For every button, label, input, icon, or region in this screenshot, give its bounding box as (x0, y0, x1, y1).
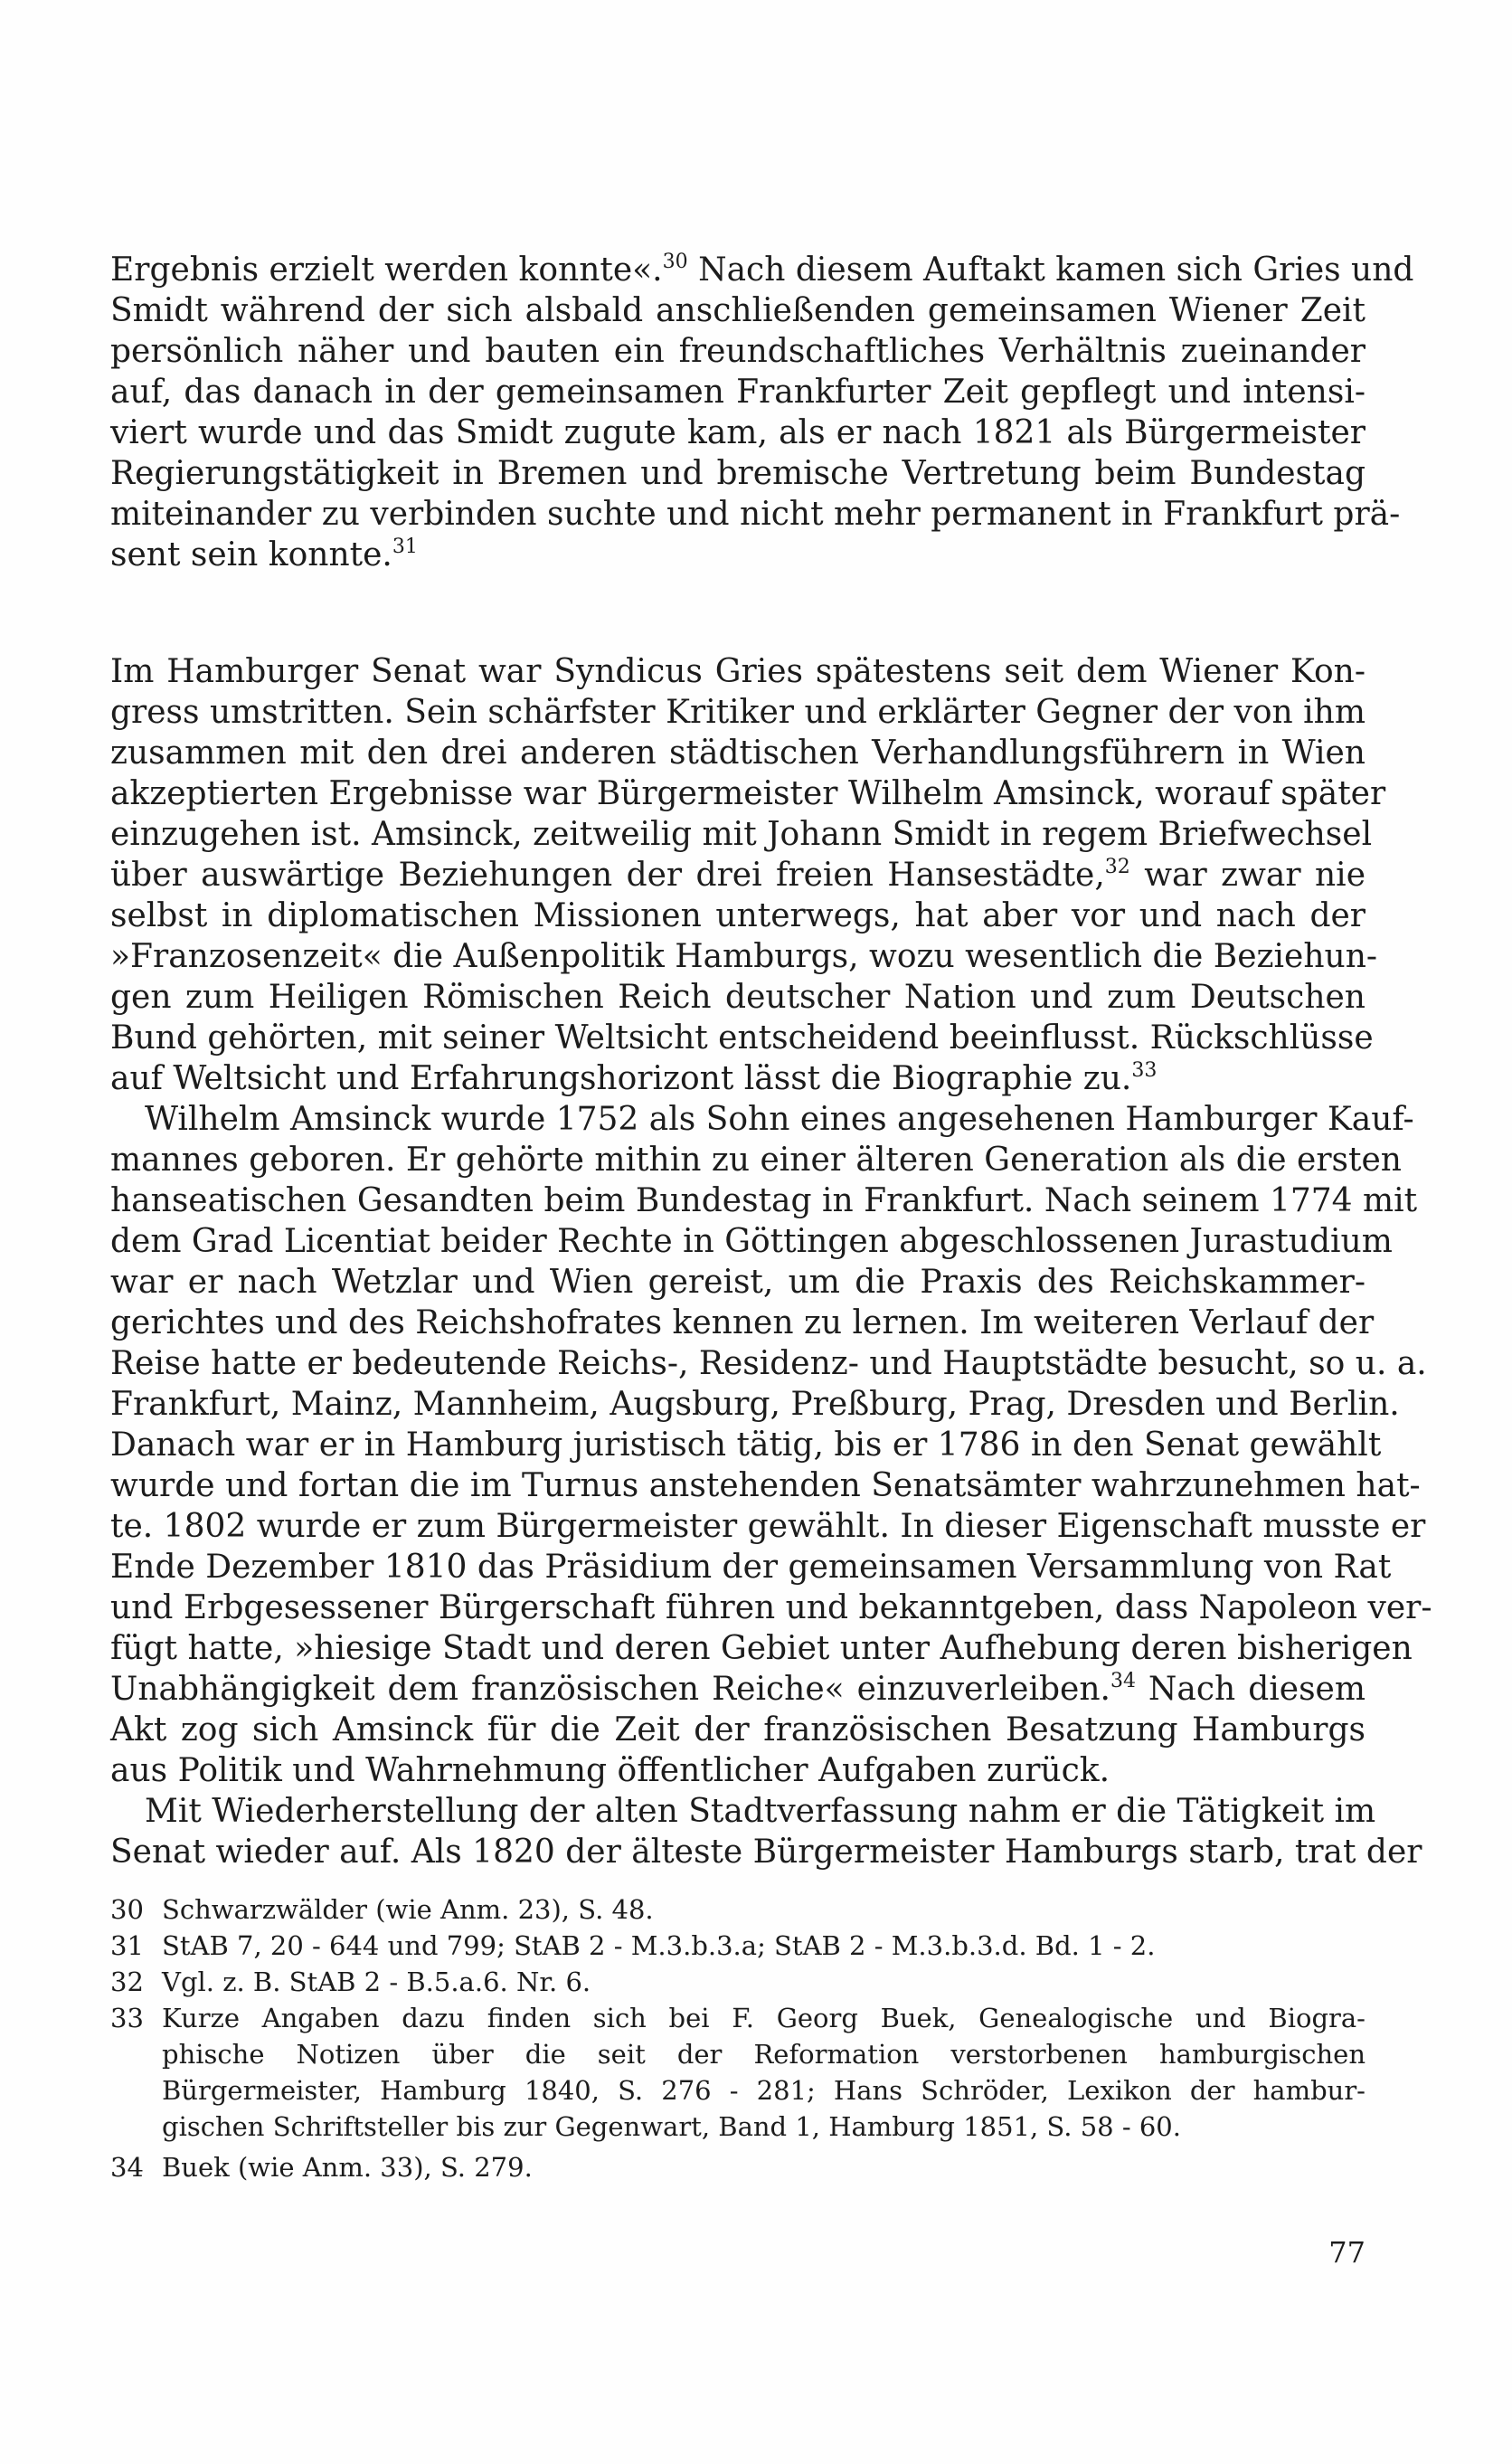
body-line: Ende Dezember 1810 das Präsidium der gemeinsamen Versammlung von Rat (110, 1549, 1392, 1586)
footnote-number: 30 (110, 1894, 144, 1925)
body-line: dem Grad Licentiat beider Rechte in Göttingen abgeschlossenen Jurastudium (110, 1223, 1393, 1260)
body-line: Regierungstätigkeit in Bremen und bremische Vertretung beim Bundestag (110, 455, 1366, 492)
body-line: Im Hamburger Senat war Syndicus Gries spätestens seit dem Wiener Kon- (110, 653, 1366, 690)
body-line: über auswärtige Beziehungen der drei freien Hansestädte,$^{32}$ war zwar nie (110, 856, 1366, 894)
body-line: »Franzosenzeit« die Außenpolitik Hamburgs, wozu wesentlich die Beziehun- (110, 938, 1378, 975)
footnote-number: 34 (110, 2152, 144, 2183)
body-line: Ergebnis erzielt werden konnte«.$^{30}$ Nach diesem Auftakt kamen sich Gries und (110, 251, 1414, 289)
body-line: hanseatischen Gesandten beim Bundestag in Frankfurt. Nach seinem 1774 mit (110, 1182, 1418, 1219)
page-number: 77 (1328, 2235, 1366, 2270)
footnote-ref-30[interactable]: 30 (662, 251, 688, 273)
body-line: Akt zog sich Amsinck für die Zeit der französischen Besatzung Hamburgs (110, 1711, 1366, 1748)
body-line: war er nach Wetzlar und Wien gereist, um die Praxis des Reichskammer- (110, 1264, 1366, 1301)
footnote-number: 31 (110, 1930, 144, 1961)
body-line: und Erbgesessener Bürgerschaft führen und bekanntgeben, dass Napoleon ver- (110, 1589, 1432, 1626)
body-line: te. 1802 wurde er zum Bürgermeister gewählt. In dieser Eigenschaft musste er (110, 1508, 1426, 1545)
body-line: zusammen mit den drei anderen städtischen Verhandlungsführern in Wien (110, 734, 1366, 772)
footnote-text: gischen Schriftsteller bis zur Gegenwart, Band 1, Hamburg 1851, S. 58 - 60. (162, 2111, 1181, 2142)
footnote-text: Bürgermeister, Hamburg 1840, S. 276 - 281; Hans Schröder, Lexikon der hambur- (162, 2075, 1366, 2106)
footnote-ref-34[interactable]: 34 (1110, 1670, 1136, 1692)
footnote-text: Buek (wie Anm. 33), S. 279. (162, 2152, 533, 2183)
body-line: Unabhängigkeit dem französischen Reiche« einzuverleiben.$^{34}$ Nach diesem (110, 1670, 1366, 1708)
body-line: miteinander zu verbinden suchte und nicht mehr permanent in Frankfurt prä- (110, 496, 1401, 533)
body-line: auf, das danach in der gemeinsamen Frankfurter Zeit gepflegt und intensi- (110, 374, 1366, 411)
body-line: persönlich näher und bauten ein freundschaftliches Verhältnis zueinander (110, 333, 1366, 370)
body-line: Danach war er in Hamburg juristisch tätig, bis er 1786 in den Senat gewählt (110, 1426, 1382, 1464)
body-line: Smidt während der sich alsbald anschließenden gemeinsamen Wiener Zeit (110, 292, 1366, 329)
body-line: Frankfurt, Mainz, Mannheim, Augsburg, Preßburg, Prag, Dresden und Berlin. (110, 1386, 1400, 1423)
body-line: Reise hatte er bedeutende Reichs-, Residenz- und Hauptstädte besucht, so u. a. (110, 1345, 1427, 1382)
body-line: akzeptierten Ergebnisse war Bürgermeister Wilhelm Amsinck, worauf später (110, 775, 1386, 812)
body-line: Senat wieder auf. Als 1820 der älteste Bürgermeister Hamburgs starb, trat der (110, 1834, 1422, 1871)
footnote-number: 32 (110, 1966, 144, 1997)
body-line: Bund gehörten, mit seiner Weltsicht entscheidend beeinflusst. Rückschlüsse (110, 1019, 1374, 1057)
body-line: auf Weltsicht und Erfahrungshorizont lässt die Biographie zu.$^{33}$ (110, 1059, 1158, 1097)
body-line: selbst in diplomatischen Missionen unterwegs, hat aber vor und nach der (110, 897, 1366, 934)
footnote-text: Schwarzwälder (wie Anm. 23), S. 48. (162, 1894, 654, 1925)
footnote-ref-31[interactable]: 31 (392, 535, 418, 558)
body-line: einzugehen ist. Amsinck, zeitweilig mit Johann Smidt in regem Briefwechsel (110, 816, 1373, 853)
body-line: gerichtes und des Reichshofrates kennen zu lernen. Im weiteren Verlauf der (110, 1304, 1375, 1341)
body-line: gen zum Heiligen Römischen Reich deutscher Nation und zum Deutschen (110, 979, 1366, 1016)
body-line: Wilhelm Amsinck wurde 1752 als Sohn eines angesehenen Hamburger Kauf- (145, 1101, 1414, 1138)
body-line: fügt hatte, »hiesige Stadt und deren Gebiet unter Aufhebung deren bisherigen (110, 1630, 1413, 1667)
body-line: wurde und fortan die im Turnus anstehenden Senatsämter wahrzunehmen hat- (110, 1467, 1421, 1504)
footnote-ref-32[interactable]: 32 (1104, 856, 1130, 878)
footnote-text: Vgl. z. B. StAB 2 - B.5.a.6. Nr. 6. (162, 1966, 591, 1997)
body-line: Mit Wiederherstellung der alten Stadtverfassung nahm er die Tätigkeit im (145, 1793, 1376, 1830)
body-line: viert wurde und das Smidt zugute kam, als er nach 1821 als Bürgermeister (110, 414, 1366, 451)
footnote-text: StAB 7, 20 - 644 und 799; StAB 2 - M.3.b.3.a; StAB 2 - M.3.b.3.d. Bd. 1 - 2. (162, 1930, 1156, 1961)
footnote-number: 33 (110, 2003, 144, 2033)
body-line: gress umstritten. Sein schärfster Kritiker und erklärter Gegner der von ihm (110, 694, 1366, 731)
footnote-text: Kurze Angaben dazu finden sich bei F. Georg Buek, Genealogische und Biogra- (162, 2003, 1366, 2033)
body-line: aus Politik und Wahrnehmung öffentlicher Aufgaben zurück. (110, 1752, 1110, 1789)
body-line: mannes geboren. Er gehörte mithin zu einer älteren Generation als die ersten (110, 1142, 1402, 1179)
footnote-text: phische Notizen über die seit der Reformation verstorbenen hamburgischen (162, 2039, 1366, 2070)
footnote-ref-33[interactable]: 33 (1131, 1059, 1158, 1082)
body-line: sent sein konnte.$^{31}$ (110, 535, 418, 573)
